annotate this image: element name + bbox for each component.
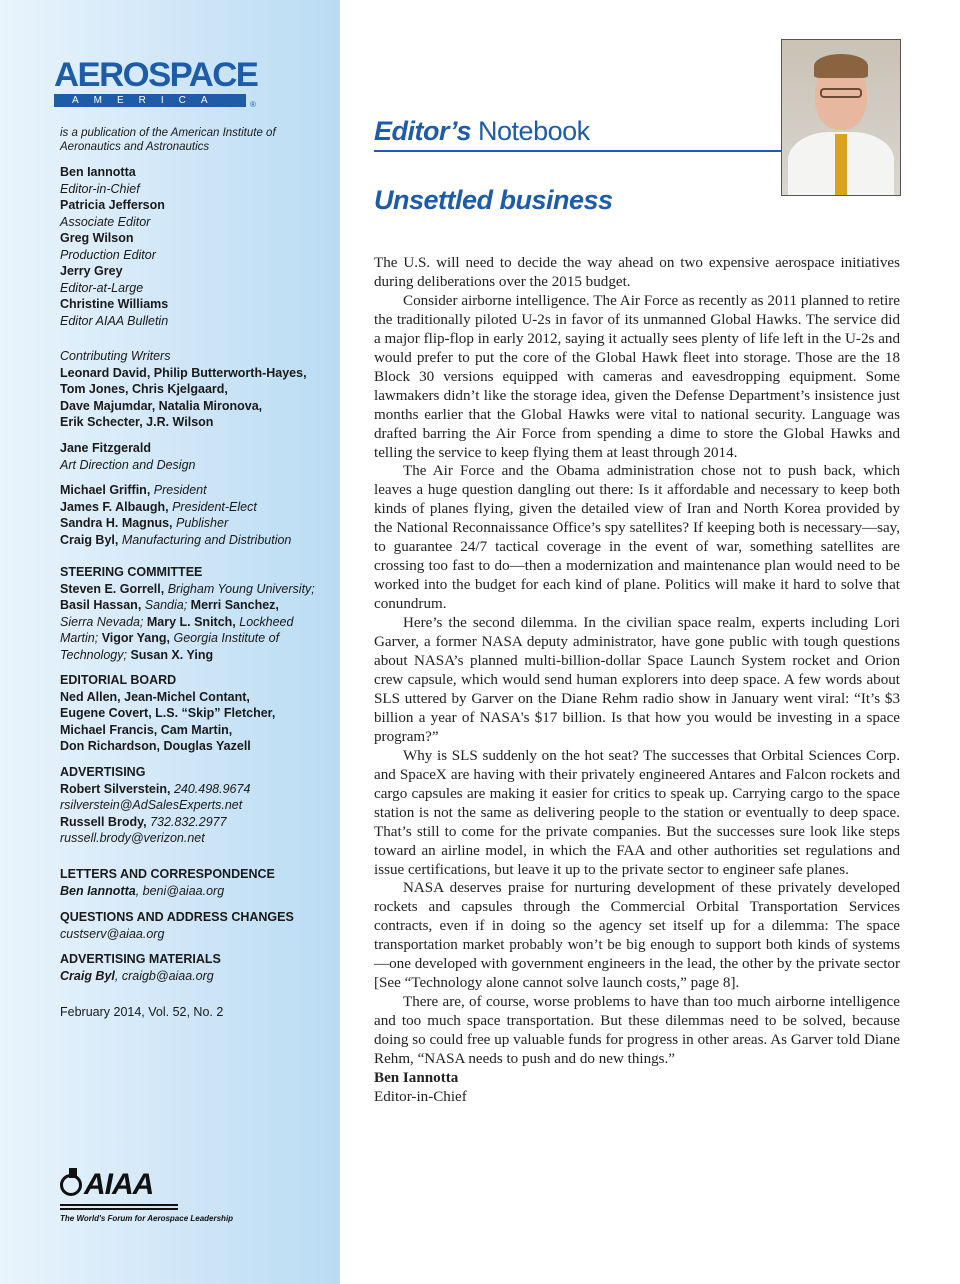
- aiaa-emblem-icon: [60, 1174, 82, 1196]
- steering-committee: [60, 564, 330, 663]
- staff-role: Editor AIAA Bulletin: [60, 313, 169, 328]
- ad-contact-email[interactable]: russell.brody@verizon.net: [60, 831, 205, 845]
- ad-contact-phone: 732.832.2977: [150, 814, 227, 829]
- staff-name: Christine Williams: [60, 297, 169, 311]
- registered-mark: ®: [250, 100, 256, 109]
- contributing-writers: [60, 348, 330, 431]
- article-paragraph: Consider airborne intelligence. The Air Force as recently as 2011 planned to retire the traditionally piloted U-2s in favor of its unmanned Global Hawks. The service did a major flip-flop in early 2012, saying it actually sees plenty of life left in the U-2s and would prefer to put the core of the Global Hawk fleet into storage. Those are the 18 Block 30 versions equipped with cameras and eavesdropping equipment. Some lawmakers didn’t like the storage idea, given the Defense Department’s insistence just months earlier that the Global Hawks were vital to national security. Language was drafted barring the Air Force from spending a dime to store the Global Hawks and telling the service to keep flying them at least through 2014.: [374, 292, 900, 461]
- editorial-board: [60, 672, 330, 755]
- article-paragraph: Here’s the second dilemma. In the civilian space realm, experts including Lori Garver, a former NASA deputy administrator, have gone public with tough questions about NASA’s planned multi-billion-dollar Space Launch System rocket and Orion crew capsule, which would send human explorers into deep space. A few words about SLS uttered by Garver on the Diane Rehm radio show in January went viral: “It’s $3 billion a year of NASA's $17 billion. Is that how you would be investing in a space program?”: [374, 615, 900, 745]
- committee-affiliation: Technology;: [60, 647, 127, 662]
- editor-photo: [781, 39, 901, 196]
- staff-role: Associate Editor: [60, 214, 151, 229]
- contributor-line: Tom Jones, Chris Kjelgaard,: [60, 382, 228, 396]
- board-line: Ned Allen, Jean-Michel Contant,: [60, 689, 250, 704]
- officer-name: Michael Griffin,: [60, 483, 151, 497]
- aiaa-wordmark: AIAA: [84, 1168, 154, 1201]
- staff-name: Patricia Jefferson: [60, 198, 165, 212]
- contributor-line: Leonard David, Philip Butterworth-Hayes,: [60, 365, 307, 380]
- advertising-contacts: [60, 764, 330, 847]
- staff-name: Jerry Grey: [60, 264, 123, 278]
- article-paragraph: The Air Force and the Obama administration chose not to push back, which leaves a huge question dangling out there: Is it affordable and necessary to keep both kinds of planes flying, given the detailed view of Iran and North Korea provided by the National Reconnaissance Office’s spy satellites? If keeping both is necessary—say, to guarantee 24/7 tactical coverage in the event of war, something satellites are crossing too fast to do—then a modernization and maintenance plan would need to be worked into the budget for each kind of plane. Politics will make it hard to solve that conundrum.: [374, 463, 900, 613]
- officer-role: President: [153, 483, 207, 497]
- committee-affiliation: Georgia Institute of: [173, 631, 280, 645]
- materials-contact: Craig Byl: [60, 968, 115, 983]
- masthead-sidebar: [0, 0, 340, 1284]
- section-heading-bold: Editor’s: [374, 116, 472, 146]
- staff-role: Editor-at-Large: [60, 280, 144, 295]
- staff-name: Ben Iannotta: [60, 165, 136, 179]
- letters-contact: Ben Iannotta: [60, 883, 136, 898]
- committee-affiliation: Martin;: [60, 631, 99, 645]
- board-line: Michael Francis, Cam Martin,: [60, 722, 233, 737]
- ad-contact-name: Robert Silverstein,: [60, 781, 171, 796]
- ad-contact-email[interactable]: rsilverstein@AdSalesExperts.net: [60, 798, 243, 812]
- signature-name: Ben Iannotta: [374, 1069, 459, 1086]
- art-role: Art Direction and Design: [60, 457, 196, 472]
- publication-intro: is a publication of the American Institute of Aeronautics and Astronautics: [60, 127, 276, 153]
- staff-name: Greg Wilson: [60, 231, 134, 245]
- committee-member: Merri Sanchez,: [190, 598, 279, 612]
- section-heading: [374, 116, 590, 147]
- officer-name: James F. Albaugh,: [60, 499, 169, 514]
- ad-contact-name: Russell Brody,: [60, 814, 147, 829]
- article-paragraph: NASA deserves praise for nurturing development of these privately developed rockets and capsules through the Commercial Orbital Transportation Services contracts, even if in doing so the agency set itself up for a dilemma: The space transportation market probably won’t be big enough to support both kinds of systems—one developed with government engineers in the lead, the other by the private sector [See “Technology alone cannot solve launch costs,” page 8].: [374, 880, 900, 992]
- staff-role: Editor-in-Chief: [60, 181, 140, 196]
- section-heading-rest: Notebook: [471, 116, 590, 146]
- staff-list: [60, 164, 330, 329]
- committee-member: Vigor Yang,: [101, 631, 170, 645]
- aerospace-america-logo: [54, 58, 264, 107]
- article-title: Unsettled business: [374, 185, 613, 215]
- art-direction: [60, 440, 330, 473]
- contributing-label: Contributing Writers: [60, 349, 171, 363]
- committee-affiliation: Sandia;: [144, 598, 188, 612]
- article-body: [374, 254, 900, 1107]
- materials-heading: ADVERTISING MATERIALS: [60, 952, 221, 966]
- letters-heading: LETTERS AND CORRESPONDENCE: [60, 867, 275, 881]
- aiaa-logo: [60, 1168, 233, 1223]
- contributor-line: Dave Majumdar, Natalia Mironova,: [60, 398, 263, 413]
- issue-info: February 2014, Vol. 52, No. 2: [60, 1005, 224, 1019]
- ad-contact-phone: 240.498.9674: [173, 781, 251, 796]
- questions-email[interactable]: custserv@aiaa.org: [60, 926, 165, 941]
- letters-email[interactable]: , beni@aiaa.org: [135, 883, 225, 898]
- signature-role: Editor-in-Chief: [374, 1088, 467, 1105]
- officer-role: Publisher: [176, 516, 229, 530]
- aiaa-tagline: The World's Forum for Aerospace Leadership: [60, 1214, 234, 1223]
- letters-correspondence: [60, 866, 330, 899]
- committee-member: Basil Hassan,: [60, 598, 142, 612]
- committee-affiliation: Sierra Nevada;: [60, 614, 144, 629]
- officer-name: Craig Byl,: [60, 532, 119, 547]
- advertising-materials: [60, 951, 330, 984]
- editorial-heading: EDITORIAL BOARD: [60, 673, 177, 687]
- officers-list: [60, 482, 330, 548]
- advertising-heading: ADVERTISING: [60, 765, 146, 779]
- art-name: Jane Fitzgerald: [60, 441, 151, 455]
- article-paragraph: Why is SLS suddenly on the hot seat? The successes that Orbital Sciences Corp. and SpaceX are having with their privately engineered Antares and Falcon rockets and cargo capsules are making it easier for critics to speak up. Carrying cargo to the space station is not the same as delivering people to the station or eventually to deep space. That’s still to come for the private companies. But the successes sure look like steps toward an airline model, in which the FAA and other authorities set regulations and issue certifications, but leave it up to the private sector to engineer safe planes.: [374, 747, 900, 878]
- article-paragraph: The U.S. will need to decide the way ahead on two expensive aerospace initiatives during deliberations over the 2015 budget.: [374, 255, 900, 290]
- board-line: Don Richardson, Douglas Yazell: [60, 739, 251, 753]
- committee-affiliation: Lockheed: [239, 614, 294, 629]
- officer-name: Sandra H. Magnus,: [60, 516, 173, 530]
- aiaa-stripes: [60, 1204, 178, 1210]
- heading-rule: [374, 150, 784, 152]
- logo-subtitle: AMERICA: [54, 94, 246, 107]
- contributor-line: Erik Schecter, J.R. Wilson: [60, 415, 214, 429]
- committee-member: Mary L. Snitch,: [146, 614, 236, 629]
- questions-heading: QUESTIONS AND ADDRESS CHANGES: [60, 910, 294, 924]
- committee-member: Susan X. Ying: [130, 647, 214, 662]
- questions-address: [60, 909, 330, 942]
- committee-affiliation: Brigham Young University;: [167, 581, 315, 596]
- officer-role: Manufacturing and Distribution: [121, 532, 292, 547]
- steering-heading: STEERING COMMITTEE: [60, 565, 203, 579]
- materials-email[interactable]: , craigb@aiaa.org: [114, 968, 214, 983]
- committee-member: Steven E. Gorrell,: [60, 581, 165, 596]
- logo-wordmark: AEROSPACE: [54, 56, 258, 94]
- board-line: Eugene Covert, L.S. “Skip” Fletcher,: [60, 706, 276, 720]
- officer-role: President-Elect: [172, 499, 257, 514]
- article-paragraph: There are, of course, worse problems to have than too much airborne intelligence and too much space transportation. But these dilemmas need to be solved, because doing so could free up valuable funds for progress in other areas. As Garver told Diane Rehm, “NASA needs to push and do new things.”: [374, 994, 900, 1068]
- staff-role: Production Editor: [60, 247, 156, 262]
